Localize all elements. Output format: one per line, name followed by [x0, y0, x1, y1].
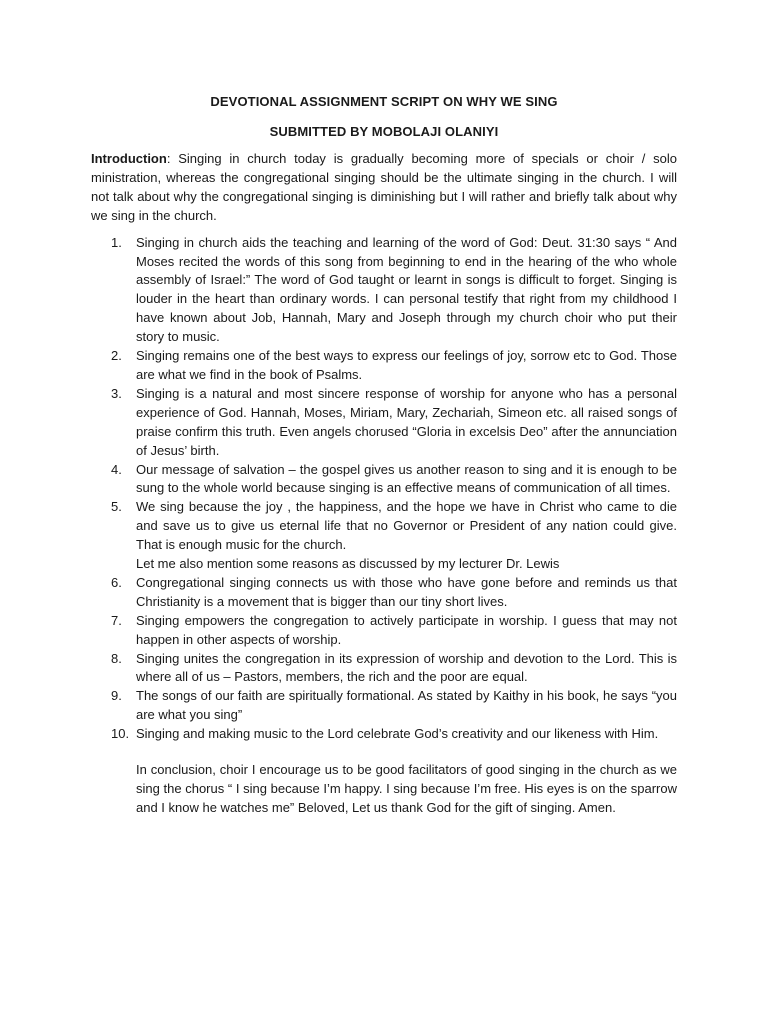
reasons-list [91, 234, 677, 744]
list-item [91, 347, 677, 385]
list-item [91, 612, 677, 650]
list-item [91, 461, 677, 499]
document-title: DEVOTIONAL ASSIGNMENT SCRIPT ON WHY WE SING [210, 94, 558, 109]
list-item-number: 9. [111, 688, 122, 704]
conclusion-paragraph: In conclusion, choir I encourage us to be good facilitators of good singing in the church as we sing the chorus “ I sing because I’m happy. I sing because I’m free. His eyes is on the sparrow and I know he watches me” Beloved, Let us thank God for the gift of singing. Amen. [136, 762, 677, 815]
list-item [91, 687, 677, 725]
document-body [91, 150, 677, 818]
list-item [91, 725, 677, 744]
introduction-label: Introduction [91, 151, 167, 166]
introduction-paragraph [91, 150, 677, 226]
list-item-text: Singing is a natural and most sincere response of worship for anyone who has a personal experience of God. Hannah, Moses, Miriam, Mary, Zechariah, Simeon etc. all raised songs of praise confirm this truth. Even angels chorused “Gloria in excelsis Deo” after the annunciation of Jesus’ birth. [136, 385, 677, 458]
list-item [91, 498, 677, 574]
list-item-number: 6. [111, 574, 122, 590]
lecturer-note: Let me also mention some reasons as discussed by my lecturer Dr. Lewis [136, 556, 560, 572]
list-item-number: 5. [111, 499, 122, 515]
introduction-text: : Singing in church today is gradually becoming more of specials or choir / solo ministration, whereas the congregational singing should be the ultimate singing in the church. I will not talk about why the congregational singing is diminishing but I will rather and briefly talk about why we sing in the church. [91, 151, 677, 223]
list-item-text: Singing remains one of the best ways to express our feelings of joy, sorrow etc to God. Those are what we find in the book of Psalms. [136, 348, 677, 382]
list-item-text: Singing and making music to the Lord celebrate God’s creativity and our likeness with Him. [136, 726, 659, 742]
list-item-text: We sing because the joy , the happiness, and the hope we have in Christ who came to die and save us to give us eternal life that no Governor or President of any nation could give. That is enough music for the church. [136, 499, 677, 553]
list-item-number: 4. [111, 461, 122, 477]
list-item-number: 10. [111, 726, 130, 742]
list-item-text: Congregational singing connects us with those who have gone before and reminds us that Christianity is a movement that is bigger than our tiny short lives. [136, 574, 677, 609]
list-item [91, 234, 677, 347]
document-subtitle: SUBMITTED BY MOBOLAJI OLANIYI [269, 124, 499, 139]
list-item-text: Singing empowers the congregation to actively participate in worship. I guess that may not happen in other aspects of worship. [136, 612, 677, 647]
list-item [91, 385, 677, 461]
list-item-text: Singing in church aids the teaching and learning of the word of God: Deut. 31:30 says “ And Moses recited the words of this song from beginning to end in the hearing of the who whole assembly of Israel:” The word of God taught or learnt in songs is difficult to forget. Singing is louder in the heart than ordinary words. I can personal testify that right from my childhood I have known about Job, Hannah, Mary and Joseph through my church choir who put their story to music. [136, 234, 677, 345]
list-item-text: Our message of salvation – the gospel gives us another reason to sing and it is enough to be sung to the whole world because singing is an effective means of communication of all times. [136, 461, 677, 496]
list-item [91, 574, 677, 612]
list-item-number: 8. [111, 650, 122, 666]
list-item-number: 1. [111, 234, 122, 250]
list-item-number: 2. [111, 348, 122, 364]
list-item-text: Singing unites the congregation in its expression of worship and devotion to the Lord. This is where all of us – Pastors, members, the rich and the poor are equal. [136, 650, 677, 685]
list-item [91, 650, 677, 688]
list-item-number: 3. [111, 385, 122, 401]
list-item-number: 7. [111, 612, 122, 628]
list-item-text: The songs of our faith are spiritually formational. As stated by Kaithy in his book, he says “you are what you sing” [136, 688, 677, 723]
